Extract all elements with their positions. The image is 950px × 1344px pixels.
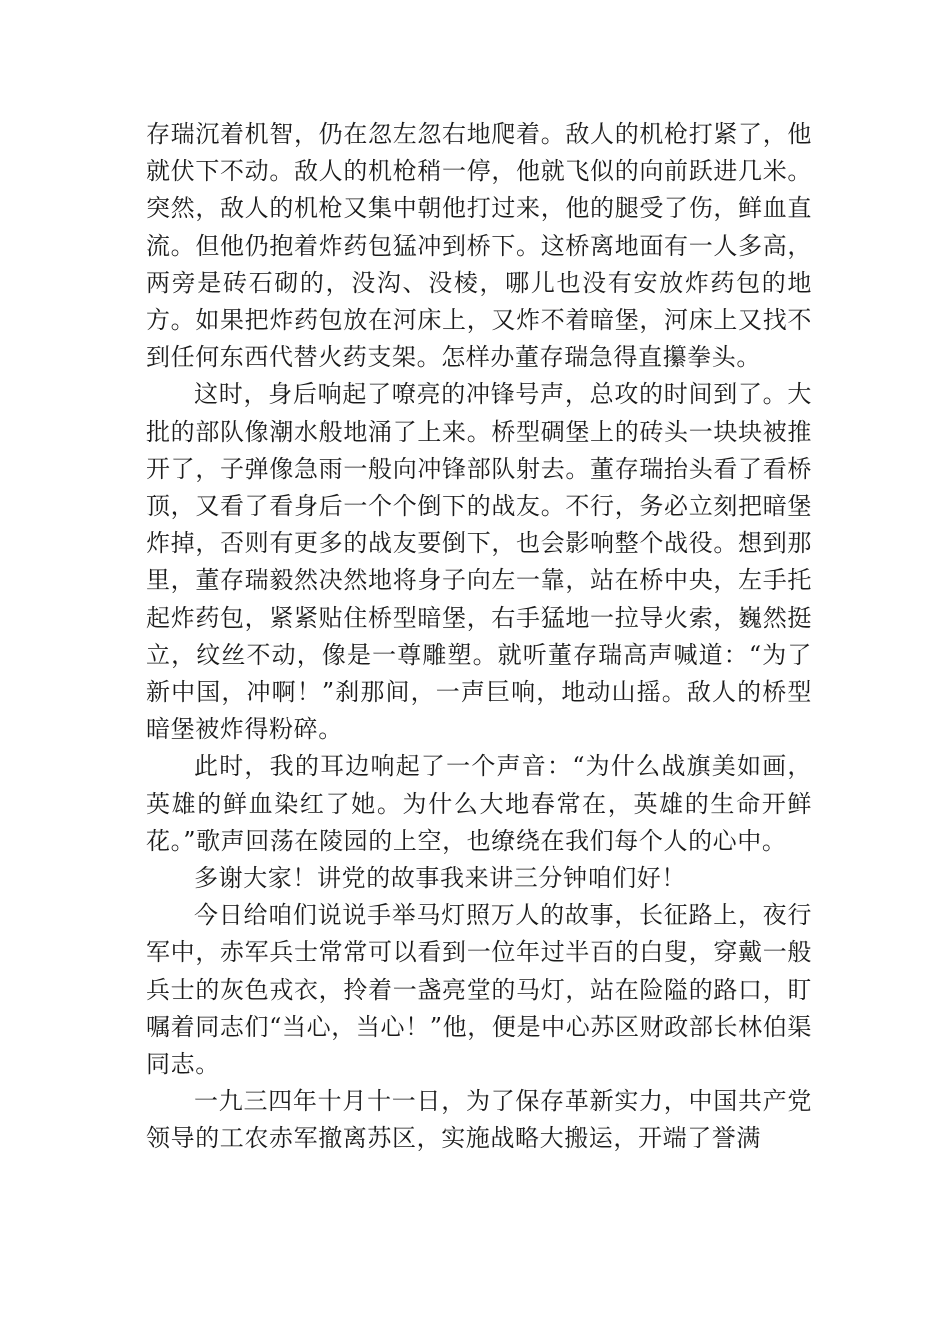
paragraph-6: 一九三四年十月十一日，为了保存革新实力，中国共产党领导的工农赤军撤离苏区，实施战略大搬运，开端了誉满 (146, 1087, 812, 1153)
paragraph-4: 多谢大家！讲党的故事我来讲三分钟咱们好！ (194, 864, 686, 893)
paragraph-3: 此时，我的耳边响起了一个声音：“为什么战旗美如画，英雄的鲜血染红了她。为什么大地春常在，英雄的生命开鲜花。”歌声回荡在陵园的上空，也缭绕在我们每个人的心中。 (146, 752, 812, 855)
paragraph-1: 存瑞沉着机智，仍在忽左忽右地爬着。敌人的机枪打紧了，他就伏下不动。敌人的机枪稍一停，他就飞似的向前跃进几米。突然，敌人的机枪又集中朝他打过来，他的腿受了伤，鲜血直流。但他仍抱着炸药包猛冲到桥下。这桥离地面有一人多高，两旁是砖石砌的，没沟、没棱，哪儿也没有安放炸药包的地方。如果把炸药包放在河床上，又炸不着暗堡，河床上又找不到任何东西代替火药支架。怎样办董存瑞急得直攥拳头。 (146, 120, 812, 372)
paragraph-2: 这时，身后响起了嘹亮的冲锋号声，总攻的时间到了。大批的部队像潮水般地涌了上来。桥型碉堡上的砖头一块块被推开了，子弹像急雨一般向冲锋部队射去。董存瑞抬头看了看桥顶，又看了看身后一个个倒下的战友。不行，务必立刻把暗堡炸掉，否则有更多的战友要倒下，也会影响整个战役。想到那里，董存瑞毅然决然地将身子向左一靠，站在桥中央，左手托起炸药包，紧紧贴住桥型暗堡，右手猛地一拉导火索，巍然挺立，纹丝不动，像是一尊雕塑。就听董存瑞高声喊道：“为了新中国，冲啊！”刹那间，一声巨响，地动山摇。敌人的桥型暗堡被炸得粉碎。 (146, 380, 812, 744)
document-body (146, 116, 812, 1158)
paragraph-5: 今日给咱们说说手举马灯照万人的故事，长征路上，夜行军中，赤军兵士常常可以看到一位年过半百的白叟，穿戴一般兵士的灰色戎衣，拎着一盏亮堂的马灯，站在险隘的路口，盯嘱着同志们“当心，当心！”他，便是中心苏区财政部长林伯渠同志。 (146, 901, 812, 1079)
